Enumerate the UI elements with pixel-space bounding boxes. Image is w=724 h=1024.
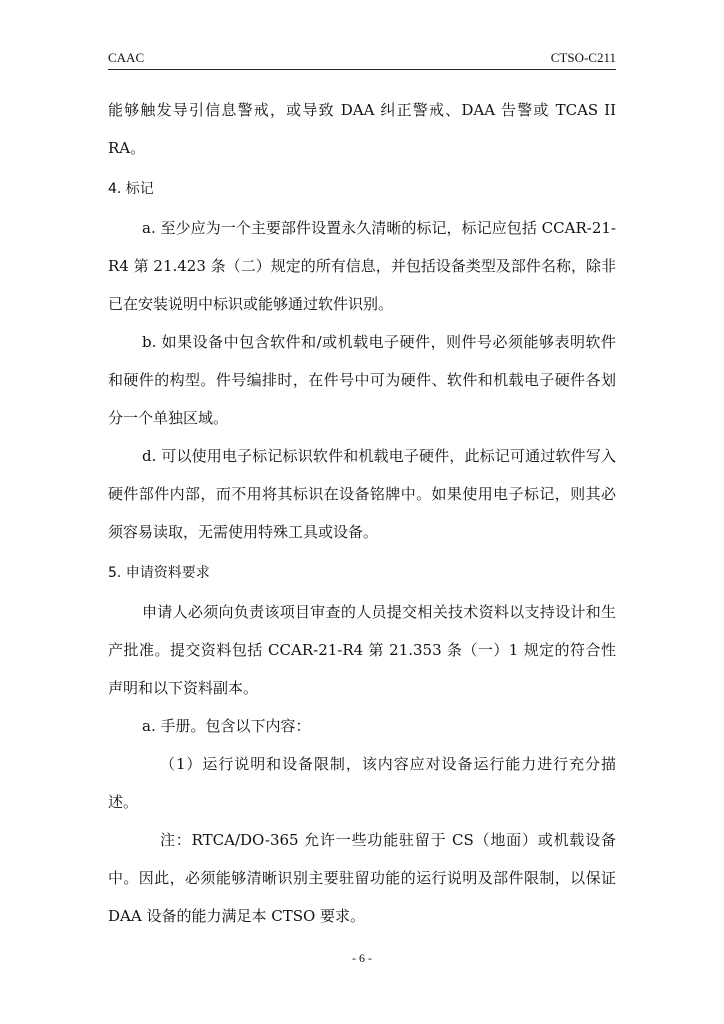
paragraph-continuation: 能够触发导引信息警戒，或导致 DAA 纠正警戒、DAA 告警或 TCAS II RA。 bbox=[108, 101, 616, 157]
paragraph-manual-item-1: （1）运行说明和设备限制，该内容应对设备运行能力进行充分描述。 bbox=[108, 755, 616, 811]
section-heading-application-data: 5. 申请资料要求 bbox=[108, 565, 210, 581]
document-body bbox=[108, 91, 616, 935]
header-doc-id: CTSO-C211 bbox=[550, 50, 616, 65]
paragraph-marking-b: b. 如果设备中包含软件和/或机载电子硬件，则件号必须能够表明软件和硬件的构型。件号编排时，在件号中可为硬件、软件和机载电子硬件各划分一个单独区域。 bbox=[108, 333, 616, 427]
header-org: CAAC bbox=[108, 50, 145, 65]
paragraph-marking-a: a. 至少应为一个主要部件设置永久清晰的标记，标记应包括 CCAR-21-R4 第 21.423 条（二）规定的所有信息，并包括设备类型及部件名称，除非已在安装说明中标识或能够通过软件识别。 bbox=[108, 219, 616, 313]
header-rule bbox=[108, 69, 616, 70]
page-number: - 6 - bbox=[352, 951, 372, 965]
paragraph-marking-d: d. 可以使用电子标记标识软件和机载电子硬件，此标记可通过软件写入硬件部件内部，而不用将其标识在设备铭牌中。如果使用电子标记，则其必须容易读取，无需使用特殊工具或设备。 bbox=[108, 447, 616, 541]
page-header bbox=[108, 50, 616, 70]
paragraph-manual: a. 手册。包含以下内容： bbox=[142, 717, 311, 735]
paragraph-application-intro: 申请人必须向负责该项目审查的人员提交相关技术资料以支持设计和生产批准。提交资料包括 CCAR-21-R4 第 21.353 条（一）1 规定的符合性声明和以下资料副本。 bbox=[108, 603, 616, 697]
section-heading-marking: 4. 标记 bbox=[108, 181, 154, 197]
paragraph-note: 注：RTCA/DO-365 允许一些功能驻留于 CS（地面）或机载设备中。因此，必须能够清晰识别主要驻留功能的运行说明及部件限制，以保证 DAA 设备的能力满足本 CTSO 要求。 bbox=[108, 831, 616, 925]
